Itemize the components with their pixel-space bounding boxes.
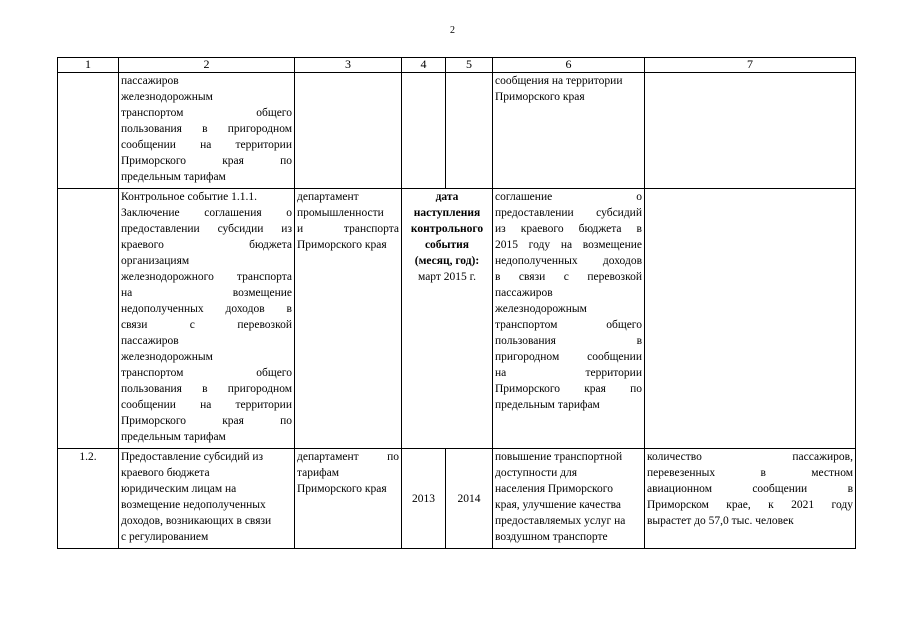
control-date-label-line: (месяц, год): [414,255,480,267]
cell-control-date [402,189,493,449]
header-row [58,58,856,73]
text-line: транспортом общего [121,367,292,379]
text-line: краевого бюджета [121,239,292,251]
text-line: сообщения на территории [495,75,623,87]
cell-number: 1.2. [58,449,119,549]
cell-indicator [645,449,856,549]
control-date-label-line: дата [435,191,459,203]
text-line: транспортом общего [121,107,292,119]
text-line: пассажиров [495,287,553,299]
cell-executor [295,189,402,449]
text-line: на территории [495,367,642,379]
text-line: авиационном сообщении в [647,483,853,495]
text-line: и транспорта [297,223,399,235]
text-line: краевого бюджета [121,467,210,479]
text-line: транспортом общего [495,319,642,331]
text-line: Приморском крае, к 2021 году [647,499,853,511]
text-line: Приморского края по [495,383,642,395]
header-col-5: 5 [446,58,493,73]
control-date-label [404,189,490,269]
text-line: пассажиров [121,335,179,347]
text-line: края, улучшение качества [495,499,621,511]
text-line: тарифам [297,467,340,479]
cell-end [446,73,493,189]
text-line: организациям [121,255,190,267]
text-line: в связи с перевозкой [495,271,642,283]
cell-indicator [645,189,856,449]
text-line: сообщении на территории [121,399,292,411]
header-col-1: 1 [58,58,119,73]
cell-start [402,73,446,189]
text-line: перевезенных в местном [647,467,853,479]
text-line: предоставляемых услуг на [495,515,626,527]
cell-number [58,189,119,449]
table-row [58,449,856,549]
text-line: департамент по [297,451,399,463]
header-col-7: 7 [645,58,856,73]
cell-result [493,189,645,449]
text-line: связи с перевозкой [121,319,292,331]
text-line: Приморского края [495,91,585,103]
control-date-label-line: события [424,239,470,251]
text-line: предельным тарифам [121,171,226,183]
text-line: сообщении на территории [121,139,292,151]
text-line: недополученных доходов в [121,303,292,315]
text-line: на возмещение [121,287,292,299]
header-col-4: 4 [402,58,446,73]
text-line: воздушном транспорте [495,531,608,543]
text-line: повышение транспортной [495,451,623,463]
text-line: пользования в пригородном [121,383,292,395]
text-line: 2015 году на возмещение [495,239,642,251]
cell-description [119,73,295,189]
text-line: количество пассажиров, [647,451,853,463]
table-row [58,73,856,189]
text-line: департамент [297,191,359,203]
text-line: доходов, возникающих в связи [121,515,272,527]
text-line: Предоставление субсидий из [121,451,264,463]
text-line: из краевого бюджета в [495,223,642,235]
text-line: пользования в пригородном [121,123,292,135]
cell-end: 2014 [446,449,493,549]
text-line: доступности для [495,467,577,479]
text-line: железнодорожным [121,91,213,103]
text-line: железнодорожным [495,303,587,315]
text-line: Приморского края по [121,415,292,427]
cell-start: 2013 [402,449,446,549]
cell-description [119,449,295,549]
text-line: Контрольное событие 1.1.1. [121,191,257,203]
text-line: пользования в [495,335,642,347]
text-line: Приморского края [297,239,387,251]
text-line: Заключение соглашения о [121,207,292,219]
text-line: недополученных доходов [495,255,642,267]
text-line: предельным тарифам [121,431,226,443]
cell-result [493,449,645,549]
text-line: предоставлении субсидий [495,207,642,219]
text-line: соглашение о [495,191,642,203]
cell-executor [295,449,402,549]
cell-result [493,73,645,189]
text-line: промышленности [297,207,384,219]
text-line: юридическим лицам на [121,483,237,495]
header-col-2: 2 [119,58,295,73]
text-line: пассажиров [121,75,179,87]
text-line: железнодорожным [121,351,213,363]
cell-indicator [645,73,856,189]
text-line: Приморского края [297,483,387,495]
header-col-3: 3 [295,58,402,73]
table-row [58,189,856,449]
page-number: 2 [450,25,455,36]
cell-description [119,189,295,449]
cell-executor [295,73,402,189]
text-line: Приморского края по [121,155,292,167]
text-line: с регулированием [121,531,209,543]
text-line: населения Приморского [495,483,613,495]
text-line: железнодорожного транспорта [121,271,292,283]
cell-number [58,73,119,189]
text-line: вырастет до 57,0 тыс. человек [647,515,794,527]
text-line: возмещение недополученных [121,499,266,511]
control-date-label-line: контрольного [410,223,484,235]
text-line: предоставлении субсидии из [121,223,292,235]
control-date-value: март 2015 г. [418,271,476,283]
control-date-label-line: наступления [413,207,481,219]
text-line: предельным тарифам [495,399,600,411]
program-table [57,57,856,549]
header-col-6: 6 [493,58,645,73]
text-line: пригородном сообщении [495,351,642,363]
